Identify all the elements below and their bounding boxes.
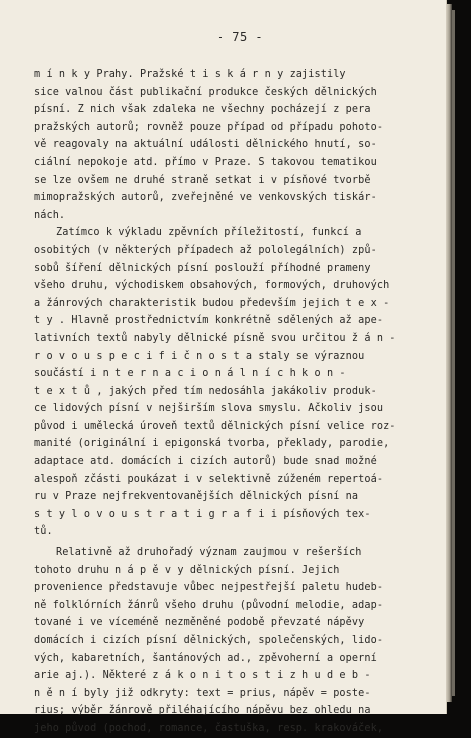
text-line: osobitých (v některých případech až pololegálních) způ- [34, 244, 377, 256]
text-line: ciální nepokoje atd. přímo v Praze. S takovou tematikou [34, 156, 377, 168]
text-line: Zatímco k výkladu zpěvních příležitostí, funkcí a [56, 227, 362, 239]
text-line: rius; výběr žánrově přiléhajícího nápěvu bez ohledu na [34, 705, 371, 717]
text-line: manité (originální i epigonská tvorba, překlady, parodie, [34, 438, 390, 450]
text-line: r o v o u s p e c i f i č n o s t a staly se výraznou [34, 350, 365, 362]
text-line: ce lidových písní v nejširším slova smyslu. Ačkoliv jsou [34, 403, 384, 415]
text-line: t e x t ů , jakých před tím nedosáhla jakákoliv produk- [34, 385, 377, 397]
text-line: alespoň zčásti poukázat i v selektivně zúženém repertoá- [34, 473, 384, 485]
text-line: tů. [34, 526, 53, 538]
text-line: tohoto druhu n á p ě v y dělnických písní. Jejich [34, 564, 340, 576]
text-line: sice valnou část publikační produkce českých dělnických [34, 86, 377, 98]
text-line: písní. Z nich však zdaleka ne všechny pocházejí z pera [34, 104, 371, 116]
text-line: lativních textů nabyly dělnické písně svou určitou ž á n - [34, 332, 396, 344]
text-line: n ě n í byly již odkryty: text = prius, nápěv = poste- [34, 687, 371, 699]
text-line: tované i ve víceméně nezměněné podobě převzaté nápěvy [34, 617, 365, 629]
text-line: mimopražských autorů, zveřejněné ve venkovských tiskár- [34, 192, 377, 204]
text-line: všeho druhu, východiskem obsahových, formových, druhových [34, 280, 390, 292]
text-line: pražských autorů; rovněž pouze případ od případu pohoto- [34, 121, 384, 133]
text-line: a žánrových charakteristik budou především jejich t e x - [34, 297, 390, 309]
text-line: se lze ovšem ne druhé straně setkat i v písňové tvorbě [34, 174, 371, 186]
text-line: vě reagovaly na aktuální události dělnického hnutí, so- [34, 139, 377, 151]
text-line: ně folklórních žánrů všeho druhu (původní melodie, adap- [34, 599, 384, 611]
text-line: sobů šíření dělnických písní poslouží příhodné prameny [34, 262, 371, 274]
text-line: součástí i n t e r n a c i o n á l n í c h k o n - [34, 368, 346, 380]
text-line: arie aj.). Některé z á k o n i t o s t i z h u d e b - [34, 670, 371, 682]
page-number: - 75 - [216, 30, 264, 44]
text-line: ru v Praze nejfrekventovanějších dělnických písní na [34, 491, 359, 503]
text-line: nách. [34, 209, 66, 221]
text-line: adaptace atd. domácích i cizích autorů) bude snad možné [34, 456, 377, 468]
text-line: původ i umělecká úroveň textů dělnických písní velice roz- [34, 420, 396, 432]
body-text [34, 66, 396, 738]
text-line: t y . Hlavně prostřednictvím konkrétně sdělených až ape- [34, 315, 384, 327]
text-line: m í n k y Prahy. Pražské t i s k á r n y zajistily [34, 69, 346, 80]
text-line: jeho původ (pochod, romance, častuška, resp. krakováček, [34, 722, 384, 734]
text-line: domácích i cizích písní dělnických, společenských, lido- [34, 635, 384, 646]
text-line: provenience představuje vůbec nejpestřejší paletu hudeb- [34, 582, 384, 594]
text-line: s t y l o v o u s t r a t i g r a f i i písňových tex- [34, 508, 371, 520]
binding-edge [452, 10, 455, 696]
text-line: Relativně až druhořadý význam zaujmou v rešerších [56, 547, 362, 559]
text-line: vých, kabaretních, šantánových ad., zpěvoherní a operní [34, 652, 377, 664]
